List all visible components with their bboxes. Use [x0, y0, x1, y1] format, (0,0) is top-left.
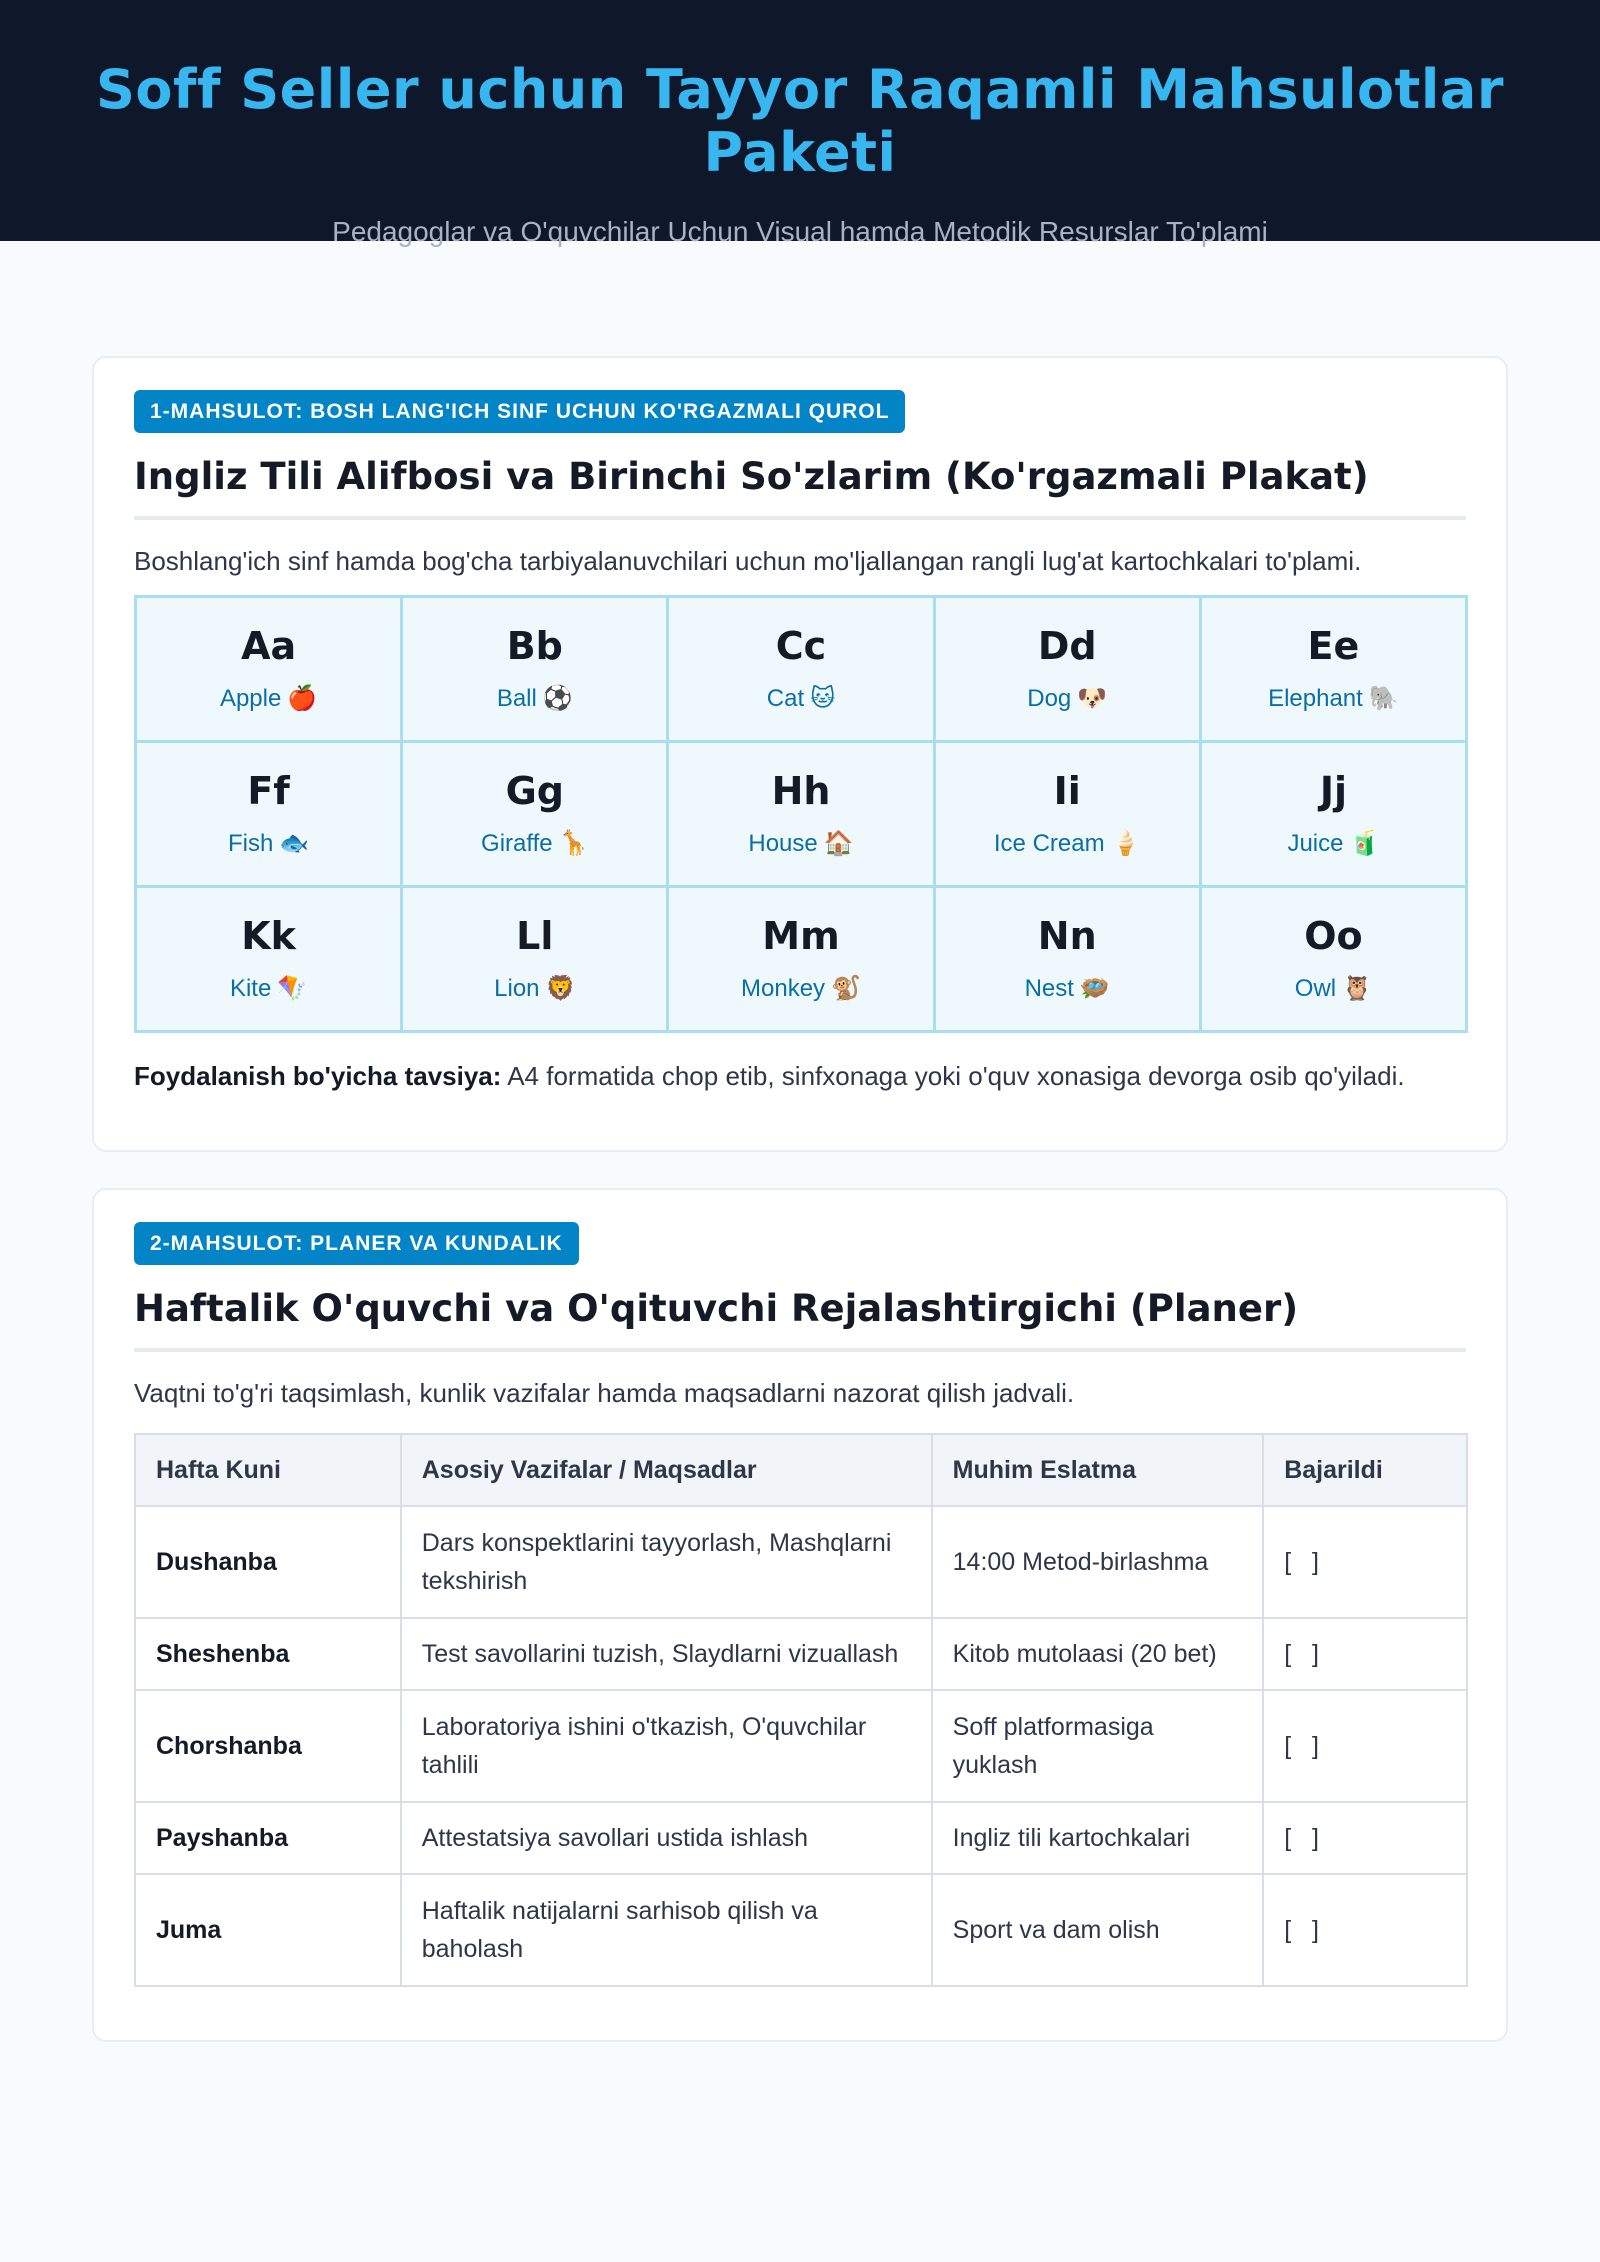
page-subtitle: Pedagoglar va O'quvchilar Uchun Visual hamda Metodik Resurslar To'plami	[332, 216, 1268, 247]
alphabet-card	[137, 743, 400, 885]
letter: Nn	[1037, 914, 1097, 958]
product-description: Boshlang'ich sinf hamda bog'cha tarbiyalanuvchilari uchun mo'ljallangan rangli lug'at kartochkalari to'plami.	[134, 546, 1362, 576]
table-row	[135, 1506, 1467, 1618]
word-label: Apple 🍎	[219, 684, 318, 712]
product-title: Ingliz Tili Alifbosi va Birinchi So'zlarim (Ko'rgazmali Plakat)	[134, 455, 1466, 520]
table-row	[135, 1618, 1467, 1690]
monkey-icon: 🐒	[831, 974, 861, 1002]
apple-icon: 🍎	[287, 684, 318, 712]
letter: Ii	[1053, 769, 1081, 813]
fish-icon: 🐟	[279, 829, 310, 857]
word-label: Owl 🦉	[1294, 974, 1373, 1002]
alphabet-card	[403, 888, 666, 1030]
alphabet-card	[403, 598, 666, 740]
word-label: Monkey 🐒	[741, 974, 861, 1002]
tasks-cell: Dars konspektlarini tayyorlash, Mashqlarni tekshirish	[401, 1506, 932, 1618]
usage-tip-label: Foydalanish bo'yicha tavsiya:	[134, 1061, 502, 1091]
alphabet-grid	[134, 595, 1468, 1033]
product-description: Vaqtni to'g'ri taqsimlash, kunlik vazifalar hamda maqsadlarni nazorat qilish jadvali.	[134, 1378, 1075, 1408]
letter: Aa	[241, 624, 297, 668]
note-cell: Ingliz tili kartochkalari	[932, 1802, 1264, 1874]
product-title: Haftalik O'quvchi va O'qituvchi Rejalashtirgichi (Planer)	[134, 1287, 1466, 1352]
table-row	[135, 1874, 1467, 1986]
day-cell: Juma	[135, 1874, 401, 1986]
page-title: Soff Seller uchun Tayyor Raqamli Mahsulotlar Paketi	[96, 58, 1504, 184]
word-label: Ball ⚽	[496, 684, 573, 712]
cat-icon: 🐱	[810, 684, 836, 712]
word-label: Cat 🐱	[766, 684, 836, 712]
letter: Jj	[1319, 769, 1347, 813]
word-label: Ice Cream 🍦	[993, 829, 1141, 857]
day-cell: Payshanba	[135, 1802, 401, 1874]
alphabet-card	[137, 888, 400, 1030]
letter: Ee	[1307, 624, 1360, 668]
nest-icon: 🪺	[1079, 974, 1110, 1002]
word-label: Elephant 🐘	[1268, 684, 1399, 712]
alphabet-card	[936, 598, 1199, 740]
letter: Gg	[505, 769, 564, 813]
letter: Ff	[247, 769, 290, 813]
dog-icon: 🐶	[1077, 684, 1108, 712]
ice-cream-icon: 🍦	[1110, 829, 1141, 857]
letter: Mm	[762, 914, 840, 958]
word-label: House 🏠	[748, 829, 854, 857]
ball-icon: ⚽	[542, 684, 573, 712]
day-cell: Dushanba	[135, 1506, 401, 1618]
word-label: Dog 🐶	[1027, 684, 1108, 712]
note-cell: Kitob mutolaasi (20 bet)	[932, 1618, 1264, 1690]
column-header-note: Muhim Eslatma	[932, 1434, 1264, 1506]
table-header-row	[135, 1434, 1467, 1506]
alphabet-card	[1202, 888, 1465, 1030]
word-label: Kite 🪁	[229, 974, 308, 1002]
word-label: Fish 🐟	[227, 829, 310, 857]
product-badge: 2-MAHSULOT: PLANER VA KUNDALIK	[134, 1222, 579, 1265]
tasks-cell: Attestatsiya savollari ustida ishlash	[401, 1802, 932, 1874]
planner-table	[134, 1433, 1468, 1987]
day-cell: Sheshenba	[135, 1618, 401, 1690]
done-checkbox[interactable]: [ ]	[1263, 1874, 1467, 1986]
house-icon: 🏠	[823, 829, 854, 857]
letter: Ll	[516, 914, 554, 958]
day-cell: Chorshanba	[135, 1690, 401, 1802]
tasks-cell: Test savollarini tuzish, Slaydlarni vizuallash	[401, 1618, 932, 1690]
letter: Cc	[775, 624, 827, 668]
alphabet-card	[936, 888, 1199, 1030]
table-row	[135, 1690, 1467, 1802]
word-label: Giraffe 🦒	[481, 829, 589, 857]
alphabet-card	[936, 743, 1199, 885]
usage-tip	[134, 1061, 1466, 1092]
alphabet-card	[137, 598, 400, 740]
kite-icon: 🪁	[277, 974, 308, 1002]
done-checkbox[interactable]: [ ]	[1263, 1690, 1467, 1802]
done-checkbox[interactable]: [ ]	[1263, 1506, 1467, 1618]
alphabet-card	[669, 743, 932, 885]
table-row	[135, 1802, 1467, 1874]
alphabet-card	[669, 888, 932, 1030]
letter: Oo	[1304, 914, 1363, 958]
letter: Kk	[241, 914, 296, 958]
lion-icon: 🦁	[545, 974, 576, 1002]
product-badge: 1-MAHSULOT: BOSH LANG'ICH SINF UCHUN KO'RGAZMALI QUROL	[134, 390, 905, 433]
page-header	[0, 0, 1600, 247]
juice-icon: 🧃	[1349, 829, 1380, 857]
giraffe-icon: 🦒	[558, 829, 589, 857]
note-cell: Soff platformasiga yuklash	[932, 1690, 1264, 1802]
column-header-day: Hafta Kuni	[135, 1434, 401, 1506]
letter: Hh	[771, 769, 831, 813]
note-cell: 14:00 Metod-birlashma	[932, 1506, 1264, 1618]
tasks-cell: Haftalik natijalarni sarhisob qilish va baholash	[401, 1874, 932, 1986]
owl-icon: 🦉	[1342, 974, 1373, 1002]
product-card-2	[92, 1188, 1508, 2042]
alphabet-card	[403, 743, 666, 885]
elephant-icon: 🐘	[1368, 684, 1399, 712]
alphabet-card	[669, 598, 932, 740]
word-label: Nest 🪺	[1024, 974, 1110, 1002]
usage-tip-text: A4 formatida chop etib, sinfxonaga yoki o'quv xonasiga devorga osib qo'yiladi.	[501, 1061, 1405, 1091]
alphabet-card	[1202, 743, 1465, 885]
word-label: Juice 🧃	[1287, 829, 1380, 857]
letter: Dd	[1037, 624, 1097, 668]
column-header-done: Bajarildi	[1263, 1434, 1467, 1506]
done-checkbox[interactable]: [ ]	[1263, 1618, 1467, 1690]
alphabet-card	[1202, 598, 1465, 740]
tasks-cell: Laboratoriya ishini o'tkazish, O'quvchilar tahlili	[401, 1690, 932, 1802]
letter: Bb	[506, 624, 563, 668]
done-checkbox[interactable]: [ ]	[1263, 1802, 1467, 1874]
product-card-1	[92, 356, 1508, 1152]
word-label: Lion 🦁	[494, 974, 576, 1002]
note-cell: Sport va dam olish	[932, 1874, 1264, 1986]
column-header-tasks: Asosiy Vazifalar / Maqsadlar	[401, 1434, 932, 1506]
